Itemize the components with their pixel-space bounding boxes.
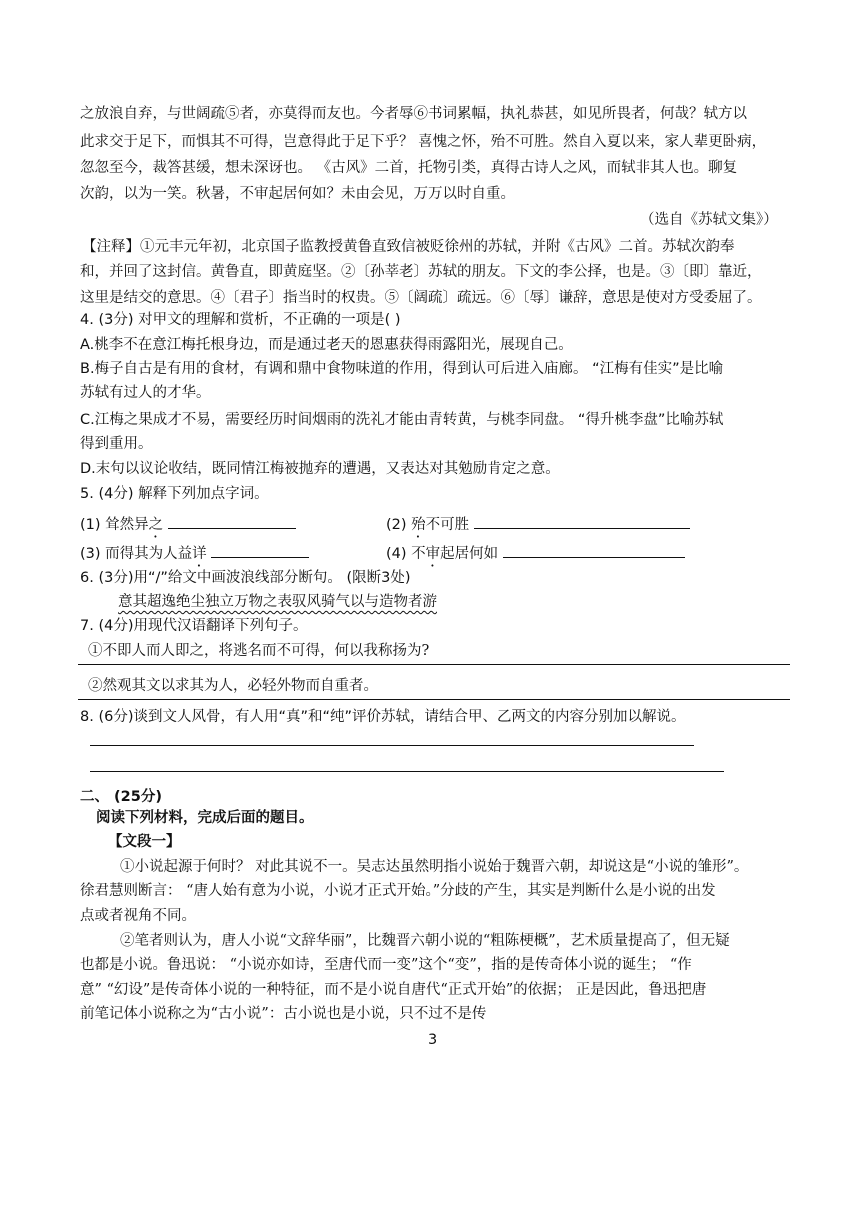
section2-segment-label: 【文段一】 — [108, 834, 181, 850]
q4-stem: 4. (3分) 对甲文的理解和赏析，不正确的一项是( ) — [80, 312, 401, 328]
q5-answer-blank-1[interactable] — [168, 512, 296, 529]
notes-line-2: 和，并回了这封信。黄鲁直，即黄庭坚。②〔孙莘老〕苏轼的朋友。下文的李公择，也是。③〔即〕靠近， — [80, 264, 762, 280]
passage-line-1: 之放浪自弃，与世阔疏⑤者，亦莫得而友也。今者辱⑥书词累幅，执礼恭甚，如见所畏者，何哉？轼方以 — [80, 106, 747, 122]
q6-stem: 6. (3分)用“/”给文中画波浪线部分断句。 (限断3处) — [80, 570, 411, 586]
notes-line-3: 这里是结交的意思。④〔君子〕指当时的权贵。⑤〔阔疏〕疏远。⑥〔辱〕谦辞，意思是使对方受委屈了。 — [80, 290, 762, 306]
q5-item-2: (2) 殆不可胜 — [386, 512, 690, 541]
page-number: 3 — [428, 1032, 438, 1048]
passage-line-3: 忽忽至今，裁答甚缓，想未深讶也。 《古风》二首，托物引类，真得古诗人之风，而轼非其人也。聊复 — [80, 160, 738, 176]
q7-sentence-2: ②然观其文以求其为人，必轻外物而自重者。 — [88, 678, 378, 694]
q5-stem: 5. (4分) 解释下列加点字词。 — [80, 486, 269, 502]
section2-line-4: ②笔者则认为，唐人小说“文辞华丽”，比魏晋六朝小说的“粗陈梗概”，艺术质量提高了，但无疑 — [120, 933, 730, 949]
q5-item-1: (1) 耸然异之 — [80, 512, 296, 541]
q6-sentence: 意其超逸绝尘独立万物之表驭风骑气以与造物者游 — [118, 594, 437, 610]
section2-heading: 二、 (25分) — [80, 789, 162, 805]
section2-line-7: 前笔记体小说称之为“古小说”：古小说也是小说，只不过不是传 — [80, 1006, 487, 1022]
passage-line-2: 此求交于足下，而惧其不可得，岂意得此于足下乎？ 喜愧之怀，殆不可胜。然自入夏以来，家人辈更卧病， — [80, 134, 767, 150]
notes-line-1: 【注释】①元丰元年初，北京国子监教授黄鲁直致信被贬徐州的苏轼，并附《古风》二首。苏轼次韵奉 — [82, 239, 735, 255]
q7-answer-line-2[interactable] — [78, 699, 790, 700]
q8-answer-line-1[interactable] — [90, 745, 694, 746]
q4-option-a: A.桃李不在意江梅托根身边，而是通过老天的恩惠获得雨露阳光，展现自己。 — [80, 337, 573, 353]
q4-option-b: B.梅子自古是有用的食材，有调和鼎中食物味道的作用，得到认可后进入庙廊。 “江梅有佳实”是比喻 — [80, 361, 724, 377]
q7-answer-line-1[interactable] — [78, 664, 790, 665]
q5-answer-blank-3[interactable] — [211, 541, 309, 558]
section2-line-1: ①小说起源于何时？ 对此其说不一。吴志达虽然明指小说始于魏晋六朝，却说这是“小说的雏形”。 — [120, 859, 749, 875]
q5-answer-blank-4[interactable] — [503, 541, 685, 558]
q5-item-4: (4) 不审起居何如 — [386, 541, 685, 570]
passage-line-4: 次韵，以为一笑。秋暑，不审起居何如？未由会见，万万以时自重。 — [80, 186, 515, 202]
passage-source: （选自《苏轼文集》） — [640, 212, 778, 228]
q4-option-c: C.江梅之果成才不易，需要经历时间烟雨的洗礼才能由青转黄，与桃李同盘。 “得升桃李盘”比喻苏轼 — [80, 412, 724, 428]
section2-line-6: 意” “幻设”是传奇体小说的一种特征，而不是小说自唐代“正式开始”的依据； 正是因此，鲁迅把唐 — [80, 982, 707, 998]
q8-stem: 8. (6分)谈到文人风骨，有人用“真”和“纯”评价苏轼，请结合甲、乙两文的内容分别加以解说。 — [80, 709, 686, 725]
q4-option-d: D.末句以议论收结，既同情江梅被抛弃的遭遇，又表达对其勉励肯定之意。 — [80, 461, 560, 477]
q7-stem: 7. (4分)用现代汉语翻译下列句子。 — [80, 618, 308, 634]
section2-instruction: 阅读下列材料，完成后面的题目。 — [96, 810, 314, 826]
q4-option-c-cont: 得到重用。 — [80, 436, 153, 452]
q5-item-3: (3) 而得其为人益详 — [80, 541, 309, 570]
section2-line-5: 也都是小说。鲁迅说： “小说亦如诗，至唐代而一变”这个“变”，指的是传奇体小说的诞生； “作 — [80, 957, 692, 973]
section2-line-3: 点或者视角不同。 — [80, 908, 196, 924]
q4-option-b-cont: 苏轼有过人的才华。 — [80, 385, 211, 401]
q5-answer-blank-2[interactable] — [474, 512, 690, 529]
section2-line-2: 徐君慧则断言： “唐人始有意为小说，小说才正式开始。”分歧的产生，其实是判断什么是小说的出发 — [80, 883, 716, 899]
q7-sentence-1: ①不即人而人即之，将逃名而不可得，何以我称扬为? — [88, 643, 430, 659]
q8-answer-line-2[interactable] — [90, 771, 724, 772]
